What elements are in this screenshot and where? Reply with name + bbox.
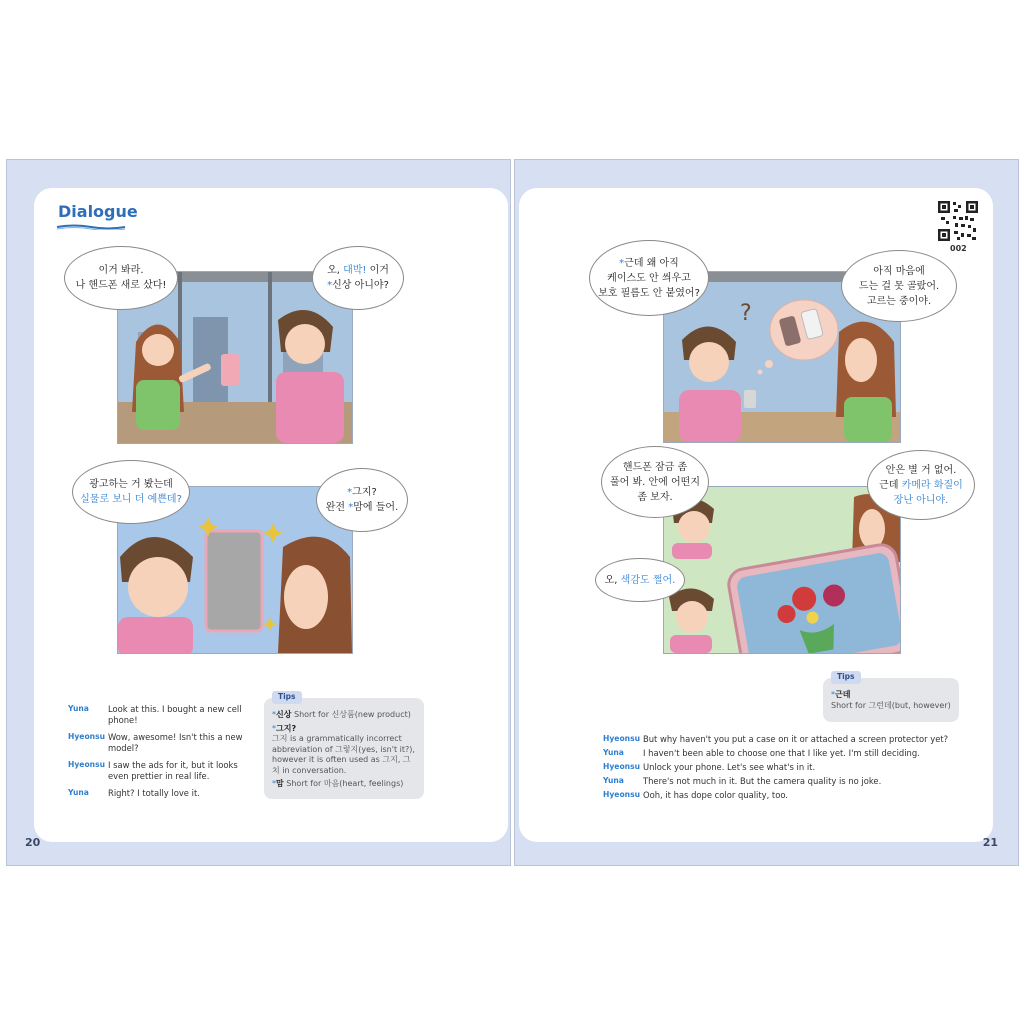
- tip-desc: Short for 신상품(new product): [294, 710, 411, 719]
- qr-code-icon[interactable]: [937, 200, 979, 242]
- qr-track-label: 002: [950, 244, 967, 253]
- tips-box: [264, 692, 424, 799]
- script-line: I saw the ads for it, but it looks even prettier in real life.: [108, 760, 238, 781]
- script-line: Ooh, it has dope color quality, too.: [643, 790, 788, 800]
- script-row: [68, 732, 246, 754]
- bubble-line: 광고하는 거 봤는데: [89, 479, 173, 490]
- script-line: Right? I totally love it.: [108, 788, 200, 798]
- tips-tag: Tips: [831, 671, 861, 684]
- speaker-name: Yuna: [68, 704, 89, 713]
- bubble-line: 아직 마음에: [873, 265, 925, 277]
- script-line: Unlock your phone. Let's see what's in it.: [643, 762, 816, 772]
- bubble-line-highlight: 장난 아니야.: [893, 494, 949, 506]
- tip-item: *근데 Short for 그런데(but, however): [831, 690, 951, 710]
- tip-desc: 그지 is a grammatically incorrect abbreviation of 그렇지(yes, isn't it?), however it is often used as 그지, 그치 in conversation.: [272, 734, 415, 775]
- left-page-sheet: [34, 188, 508, 842]
- bubble-line-highlight: 실물로 보니 더 예쁜데?: [80, 494, 182, 505]
- footnote-star: *: [619, 257, 625, 269]
- right-page-sheet: [519, 188, 993, 842]
- speaker-name: Hyeonsu: [68, 760, 106, 769]
- bubble-line: [326, 500, 399, 515]
- tip-term: 신상: [276, 710, 292, 719]
- script-line: Look at this. I bought a new cell phone!: [108, 704, 242, 725]
- dialogue-script: [603, 734, 983, 804]
- tips-box: [823, 672, 959, 722]
- bubble-line: 이거 봐라.: [98, 265, 144, 276]
- bubble-line: [605, 573, 676, 588]
- footnote-star: *: [327, 280, 333, 291]
- page-number-left: 20: [25, 836, 41, 849]
- speech-bubble-yuna-1: [64, 246, 178, 310]
- speaker-name: Hyeonsu: [603, 734, 641, 743]
- speech-bubble-hyeonsu-3: [589, 240, 709, 316]
- bubble-text: 그지?: [352, 487, 377, 498]
- left-page: [6, 159, 511, 866]
- bubble-text: 맘에 들어.: [353, 502, 399, 513]
- bubble-line: 보호 필름도 안 붙였어?: [598, 287, 700, 299]
- bubble-text: 오,: [604, 574, 621, 586]
- script-row: [603, 762, 983, 773]
- script-row: [68, 704, 246, 726]
- page-number-right: 21: [982, 836, 998, 849]
- dialogue-script: [68, 704, 246, 805]
- script-row: [603, 748, 983, 759]
- bubble-text: 신상 아니야?: [332, 280, 389, 291]
- speech-bubble-hyeonsu-1: [312, 246, 404, 310]
- bubble-line: 안은 별 거 없어.: [885, 464, 957, 476]
- bubble-line: 고르는 중이야.: [866, 295, 932, 307]
- bubble-text: 완전: [325, 502, 349, 513]
- bubble-line: [619, 256, 679, 271]
- script-line: There's not much in it. But the camera quality is no joke.: [643, 776, 882, 786]
- bubble-line: [879, 478, 963, 493]
- speaker-name: Yuna: [603, 748, 624, 757]
- bubble-line: 드는 걸 못 골랐어.: [858, 280, 940, 292]
- tip-item: *신상 Short for 신상품(new product): [272, 710, 411, 719]
- speech-bubble-yuna-2: [316, 468, 408, 532]
- tip-term: 그지?: [276, 723, 297, 733]
- bubble-line: 핸드폰 잠금 좀: [622, 461, 688, 473]
- bubble-line: [347, 485, 377, 500]
- footnote-star: *: [348, 502, 354, 513]
- bubble-highlight: 카메라 화질이: [901, 479, 963, 491]
- panel-4-illustration: [664, 487, 900, 653]
- bubble-line: 좀 보자.: [637, 491, 673, 503]
- tip-term: 근데: [835, 690, 851, 699]
- bubble-highlight: 색감도 쩔어.: [620, 574, 676, 586]
- dialogue-title: Dialogue: [58, 202, 138, 221]
- bubble-line: [327, 278, 389, 293]
- script-row: [68, 788, 246, 799]
- script-row: [68, 760, 246, 782]
- footnote-star: *: [347, 487, 353, 498]
- script-line: I haven't been able to choose one that I like yet. I'm still deciding.: [643, 748, 920, 758]
- bubble-line: 풀어 봐. 안에 어떤지: [610, 476, 700, 488]
- speech-bubble-hyeonsu-5: [595, 558, 685, 602]
- script-row: [603, 776, 983, 787]
- tip-item: *그지? 그지 is a grammatically incorrect abbreviation of 그렇지(yes, isn't it?), however it is often used as 그지, 그치 in conversation.: [272, 723, 415, 775]
- bubble-text: 오,: [327, 265, 344, 276]
- speaker-name: Hyeonsu: [68, 732, 106, 741]
- script-line: But why haven't you put a case on it or attached a screen protector yet?: [643, 734, 949, 744]
- bubble-line: 나 핸드폰 새로 샀다!: [75, 280, 167, 291]
- speaker-name: Hyeonsu: [603, 790, 641, 799]
- svg-text:?: ?: [740, 301, 752, 326]
- tip-term: 맘: [276, 779, 284, 788]
- bubble-line: 케이스도 안 씌우고: [607, 272, 691, 284]
- speaker-name: Hyeonsu: [603, 762, 641, 771]
- comic-panel-4: [663, 486, 901, 654]
- speech-bubble-yuna-4: [867, 450, 975, 520]
- tip-desc: Short for 그런데(but, however): [831, 700, 951, 710]
- speaker-name: Yuna: [603, 776, 624, 785]
- speech-bubble-hyeonsu-2: [72, 460, 190, 524]
- script-line: Wow, awesome! Isn't this a new model?: [108, 732, 243, 753]
- tips-tag: Tips: [272, 691, 302, 704]
- bubble-text: 이거: [366, 265, 389, 276]
- tip-desc: Short for 마음(heart, feelings): [286, 779, 404, 788]
- speech-bubble-yuna-3: [841, 250, 957, 322]
- speech-bubble-hyeonsu-4: [601, 446, 709, 518]
- bubble-text: 근데: [879, 479, 902, 491]
- title-underline: [56, 224, 126, 230]
- script-row: [603, 734, 983, 745]
- bubble-highlight: 대박!: [343, 265, 367, 276]
- bubble-line: [327, 263, 389, 278]
- speaker-name: Yuna: [68, 788, 89, 797]
- bubble-text: 근데 왜 아직: [624, 257, 679, 269]
- script-row: [603, 790, 983, 801]
- right-page: [514, 159, 1019, 866]
- tip-item: *맘 Short for 마음(heart, feelings): [272, 779, 404, 788]
